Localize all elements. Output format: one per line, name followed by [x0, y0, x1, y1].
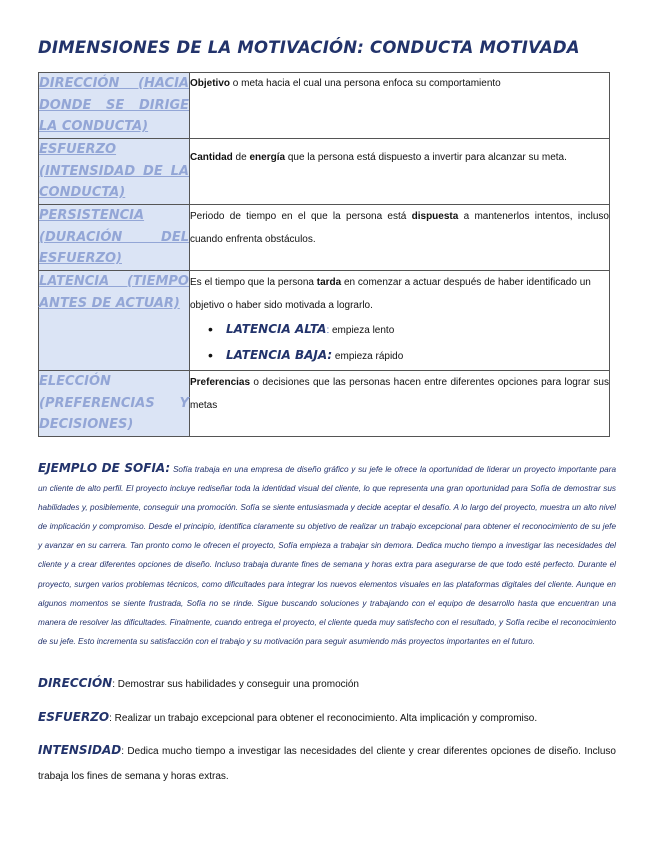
latency-desc: empieza lento — [329, 325, 395, 336]
example-heading: EJEMPLO DE SOFIA: — [38, 461, 171, 475]
desc-text: Es el tiempo que la persona — [190, 277, 317, 288]
row-desc-esfuerzo — [190, 139, 610, 205]
row-label-persistencia[interactable]: PERSISTENCIA (DURACIÓN DEL ESFUERZO) — [39, 205, 190, 271]
separator: : — [326, 325, 330, 336]
paragraph-heading: ESFUERZO — [38, 710, 110, 724]
row-desc-persistencia — [190, 205, 610, 271]
desc-text: en comenzar a actuar después de haber identificado un objetivo o haber sido motivada a lograrlo. — [190, 277, 591, 311]
row-label-latencia[interactable]: LATENCIA (TIEMPO ANTES DE ACTUAR) — [39, 271, 190, 371]
bold-term: Cantidad — [190, 152, 233, 163]
paragraph-text: : Demostrar sus habilidades y conseguir una promoción — [112, 679, 359, 690]
example-paragraph — [38, 459, 616, 651]
bold-term: tarda — [316, 277, 342, 288]
desc-text: o meta hacia el cual una persona enfoca su comportamiento — [230, 78, 501, 89]
row-desc-direccion — [190, 73, 610, 139]
table-row — [39, 271, 610, 371]
desc-text: a mantenerlos intentos, incluso cuando enfrenta obstáculos. — [190, 211, 609, 245]
desc-text: Periodo de tiempo en el que la persona está — [190, 211, 412, 222]
paragraph-esfuerzo — [38, 705, 616, 731]
paragraph-heading: DIRECCIÓN — [38, 676, 113, 690]
latency-level-label: LATENCIA BAJA: — [226, 348, 333, 362]
table-row — [39, 73, 610, 139]
row-label-eleccion: ELECCIÓN (PREFERENCIAS Y DECISIONES) — [39, 371, 190, 437]
paragraph-text: : Realizar un trabajo excepcional para obtener el reconocimiento. Alta implicación y compromiso. — [109, 713, 538, 724]
desc-text: que la persona está dispuesto a invertir para alcanzar su meta. — [285, 152, 567, 163]
latency-level-label: LATENCIA ALTA — [226, 322, 327, 336]
paragraph-direccion — [38, 671, 616, 697]
row-desc-latencia — [190, 271, 610, 371]
desc-text: de — [232, 152, 250, 163]
table-row — [39, 371, 610, 437]
bold-term: Objetivo — [190, 78, 231, 89]
bold-term: energía — [249, 152, 286, 163]
list-item — [226, 317, 609, 343]
latency-desc: empieza rápido — [332, 351, 404, 362]
table-row — [39, 205, 610, 271]
latency-list — [190, 317, 609, 369]
paragraph-intensidad — [38, 738, 616, 789]
bold-term: Preferencias — [190, 377, 251, 388]
paragraph-text: : Dedica mucho tiempo a investigar las necesidades del cliente y crear diferentes opciones de diseño. Incluso trabaja los fines de semana y horas extras. — [38, 746, 616, 782]
dimensions-table — [38, 72, 610, 437]
row-label-direccion[interactable]: DIRECCIÓN (HACIA DONDE SE DIRIGE LA CONDUCTA) — [39, 73, 190, 139]
page-title: DIMENSIONES DE LA MOTIVACIÓN: CONDUCTA MOTIVADA — [38, 38, 580, 57]
row-label-esfuerzo[interactable]: ESFUERZO (INTENSIDAD DE LA CONDUCTA) — [39, 139, 190, 205]
row-desc-eleccion — [190, 371, 610, 437]
desc-text: o decisiones que las personas hacen entre diferentes opciones para lograr sus metas — [190, 377, 609, 411]
bold-term: dispuesta — [411, 211, 459, 222]
table-row — [39, 139, 610, 205]
list-item — [226, 343, 609, 369]
example-text: Sofía trabaja en una empresa de diseño gráfico y su jefe le ofrece la oportunidad de liderar un proyecto importante para un cliente de alto perfil. El proyecto incluye rediseñar toda la identidad visual del cliente, lo que representa una gran oportunidad para Sofía de demostrar sus habilidades y, posiblemente, conseguir una promoción. Sofía se siente entusiasmada y decide aceptar el desafío. A lo largo del proyecto, muestra un alto nivel de implicación y compromiso. Desde el principio, identifica claramente su objetivo de realizar un trabajo excepcional para obtener el reconocimiento de su jefe y avanzar en su carrera. Tan pronto como le ofrecen el proyecto, Sofía empieza a trabajar sin demora. Dedica mucho tiempo a investigar las necesidades del cliente y a crear diferentes opciones de diseño. Incluso trabaja durante fines de semana y horas extra para asegurarse de que todo esté perfecto. Durante el proyecto, surgen varios problemas técnicos, como dificultades para integrar los nuevos elementos visuales en las plataformas digitales del cliente. Aunque en algunos momentos se siente frustrada, Sofía no se rinde. Sigue buscando soluciones y trabajando con el equipo de desarrollo hasta que encuentran una manera de resolver las dificultades. Finalmente, cuando entrega el proyecto, el cliente queda muy satisfecho con el resultado, y Sofía recibe el reconocimiento de su jefe. Esto incrementa su satisfacción con el trabajo y su motivación para seguir asumiendo más proyectos importantes en el futuro. — [38, 465, 617, 646]
paragraph-heading: INTENSIDAD — [38, 743, 122, 757]
